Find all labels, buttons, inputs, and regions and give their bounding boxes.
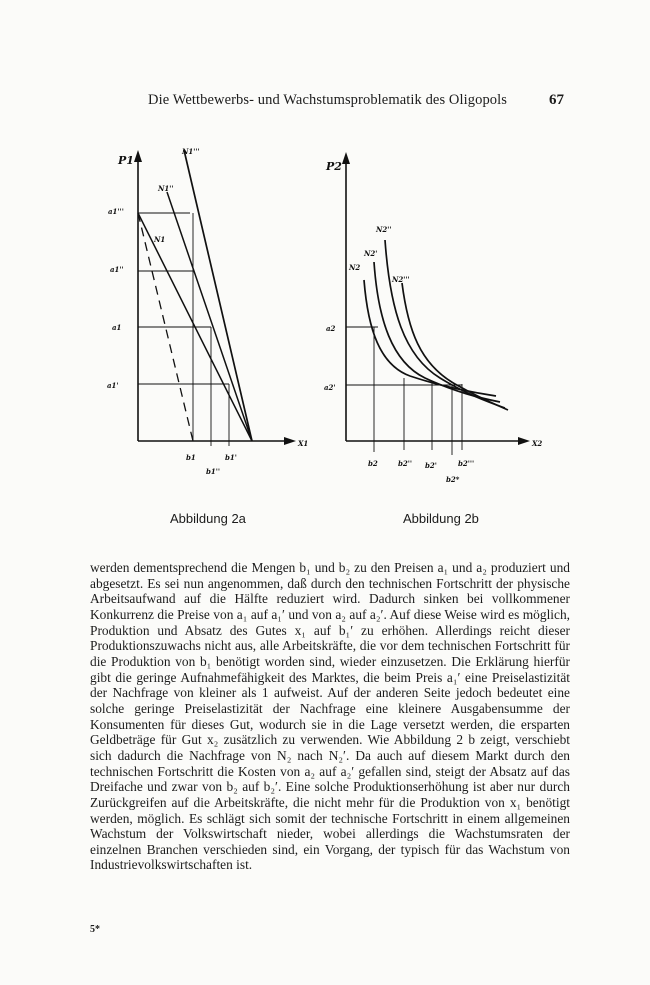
signature-mark: 5* [90,924,100,935]
price-label-a1-double: a1'' [110,265,124,274]
quantity-guides-2a [193,213,229,446]
price-label-a1: a1 [112,323,122,332]
qty-label-b1-double: b1'' [206,467,221,476]
running-header [0,92,650,112]
qty-label-b2-double: b2'' [398,459,413,468]
figure-svg [0,120,650,520]
curve-label-n2-prime: N2' [364,249,378,258]
demand-n2-2b [364,280,496,396]
x-axis-arrow-2a [284,437,296,445]
caption-figure-2b: Abbildung 2b [403,511,479,526]
figure-2b [342,152,530,455]
y-axis-arrow-2a [134,150,142,162]
curve-label-n2-triple: N2''' [392,275,410,284]
qty-label-b2-star: b2* [446,475,460,484]
qty-label-b2-triple: b2''' [458,459,475,468]
qty-label-b2: b2 [368,459,378,468]
curve-label-n2: N2 [349,263,361,272]
y-axis-arrow-2b [342,152,350,164]
price-label-a1-triple: a1''' [108,207,124,216]
qty-label-b1: b1 [186,453,196,462]
figure-2a [134,150,296,446]
demand-n2-double-2b [385,240,505,408]
figure [0,120,650,540]
curve-label-n2-double: N2'' [376,225,392,234]
x-axis-label-2b: X2 [532,439,543,448]
price-label-a2-prime: a2' [324,383,336,392]
running-title: Die Wettbewerbs- und Wachstumsproblematik des Oligopols [148,92,508,108]
curve-label-n1-double: N1'' [158,184,174,193]
demand-n1-triple-2a [184,150,252,441]
demand-n1-double-2a [167,192,252,441]
y-axis-label-2b: P2 [326,160,342,173]
x-axis-arrow-2b [518,437,530,445]
caption-figure-2a: Abbildung 2a [170,511,246,526]
price-label-a2: a2 [326,324,336,333]
demand-n2-triple-2b [402,283,508,410]
body-paragraph: werden dementsprechend die Mengen b₁ und b₂ zu den Preisen a₁ und a₂ produziert und abgesetzt. Es sei nun angenommen, daß durch den technischen Fortschritt der physische Arbeitsaufwand auf die Hälfte reduziert wird. Dadurch sinken bei vollkommener Konkurrenz die Preise von a₁ auf a₁′ und von a₂ auf a₂′. Auf diese Weise wird es möglich, Produktion und Absatz des Gutes x₁ auf b₁′ zu erhöhen. Allerdings reicht dieser Produktionszuwachs nicht aus, alle Arbeitskräfte, die vor dem technischen Fortschritt für die Produktion von b₁ benötigt worden sind, wieder einzusetzen. Die Erklärung hierfür gibt die geringe Aufnahmefähigkeit des Marktes, die beim Preis a₁′ eine Preiselastizität der Nachfrage von kleiner als 1 aufweist. Auf der anderen Seite jedoch bedeutet eine solche geringe Preiselastizität der Nachfrage eine kleinere Ausgabensumme der Konsumenten für dieses Gut, wodurch sie in die Lage versetzt werden, die ersparten Geldbeträge für Gut x₂ zusätzlich zu verwenden. Wie Abbildung 2 b zeigt, verschiebt sich dadurch die Nachfrage von N₂ nach N₂′. Da auch auf diesem Markt durch den technischen Fortschritt die Kosten von a₂ auf a₂′ gefallen sind, steigt der Absatz auf das Dreifache und zwar von b₂ auf b₂′. Eine solche Produktionserhöhung ist aber nur durch Zurückgreifen auf die Arbeitskräfte, die nicht mehr für die Produktion von x₁ benötigt werden, möglich. Es schlägt sich somit der technische Fortschritt in einem allgemeinen Wachstum der Volkswirtschaft nieder, wobei allerdings die Wachstumsraten der einzelnen Branchen verschieden sind, ein Vorgang, der typisch für das Wachstum von Industrievolkswirtschaften ist. [90,560,570,873]
body-text [90,560,570,873]
x-axis-label-2a: X1 [298,439,309,448]
price-label-a1-prime: a1' [107,381,119,390]
curve-label-n1: N1 [154,235,166,244]
y-axis-label-2a: P1 [118,154,134,167]
curve-label-n1-triple: N1''' [182,147,200,156]
qty-label-b1-prime: b1' [225,453,237,462]
qty-label-b2-prime: b2' [425,461,437,470]
page-number: 67 [549,92,564,108]
